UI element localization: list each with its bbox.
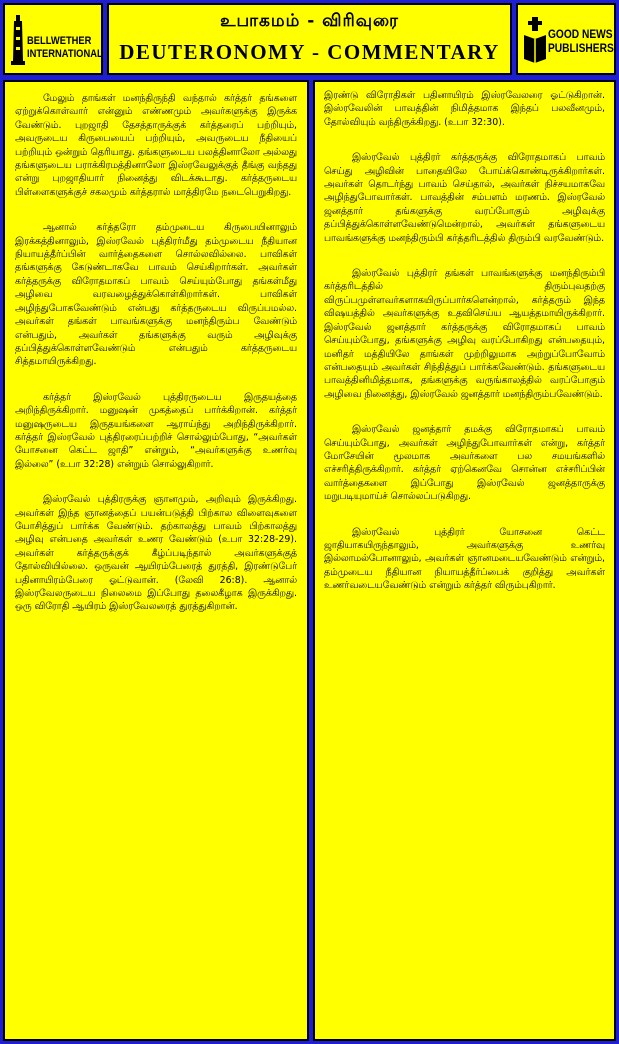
english-title: DEUTERONOMY - COMMENTARY — [119, 40, 500, 64]
right-column-text — [315, 82, 614, 593]
left-column — [3, 80, 309, 1041]
right-column — [313, 80, 616, 1041]
good-news-logo-line1: GOOD NEWS — [548, 27, 613, 41]
bellwether-logo-text — [27, 35, 103, 61]
right-paragraph-4: இஸ்ரவேல் ஜனத்தார் தமக்கு விரோதமாகப் பாவம் செய்யும்போது, அவர்கள் அழிந்துபோவார்கள் என்று, கர்த்தர் மோசேயின் மூலமாக அவர்களை பல சமயங்களில் எச்சரித்திருக்கிறார். கர்த்தர் ஏற்கெனவே சொன்ன எச்சரிப்பின் வார்த்தைகளை இப்போது இஸ்ரவேல் ஜனத்தாருக்கு மறுபடியுமாய்ச் சொல்லப்படுகிறது. — [324, 424, 605, 503]
left-paragraph-3: கர்த்தர் இஸ்ரவேல் புத்திரருடைய இருதயத்தை அறிந்திருக்கிறார். மனுஷன் முகத்தைப் பார்க்கிறான். கர்த்தர் மனுஷருடைய இருதயங்களை ஆராய்ந்து அறிந்திருக்கிறார். கர்த்தர் இஸ்ரவேல் புத்திரரைப்பற்றிச் சொல்லும்போது, “அவர்கள் யோசனை கெட்ட ஜாதி” என்றும், “அவர்களுக்கு உணர்வு இல்லை” (உபா 32:28) என்றும் சொல்லுகிறார். — [15, 391, 297, 470]
left-paragraph-4: இஸ்ரவேல் புத்திரருக்கு ஞானமும், அறிவும் இருக்கிறது. அவர்கள் இந்த ஞானத்தைப் பயன்படுத்தி பிற்கால விளைவுகளை யோசித்துப் பார்க்க வேண்டும். தற்காலத்து பாவம் பிற்காலத்து அழிவு என்பதை அவர்கள் உணர வேண்டும் (உபா 32:28-29). அவர்கள் கர்த்தருக்குக் கீழ்ப்படிந்தால் அவர்களுக்குத் தோல்வியில்லை. ஒருவன் ஆயிரம்பேரைத் துரத்தி, இரண்டுபேர் பதினாயிரம்பேரை ஓட்டுவான். (லேவி 26:8). ஆனால் இஸ்ரவேலருடைய நிலைமை இப்போது தலைகீழாக இருக்கிறது. ஒரு விரோதி ஆயிரம் இஸ்ரவேலரைத் துரத்துகிறான். — [15, 494, 297, 613]
bellwether-logo — [3, 3, 103, 75]
tower-icon — [11, 15, 25, 67]
left-paragraph-1: மேலும் தாங்கள் மனந்திருந்தி வந்தால் கர்த்தர் தங்களை ஏற்றுக்கொள்வார் என்னும் எண்ணமும் அவர்களுக்கு இருக்க வேண்டும். புறஜாதி தேசத்தாருக்குக் கர்த்தரைப் பற்றியும், அவருடைய கிருபையைப் பற்றியும், அவருடைய நீதியைப் பற்றியும் ஒன்றும் தெரியாது. தங்களுடைய பலத்தினாலோ அல்லது தங்களுடைய பராக்கிரமத்தினாலோ இஸ்ரவேலுக்குத் தீங்கு வந்தது என்று புறஜாதியார் நினைத்து விடக்கூடாது. கர்த்தருடைய பிள்ளைகளுக்குச் சகலமும் கர்த்தரால் மாத்திரமே நடைபெறுகிறது. — [15, 93, 297, 198]
book-icon — [524, 15, 546, 67]
bellwether-logo-line1: BELLWETHER — [27, 35, 92, 47]
bellwether-logo-line2: INTERNATIONAL — [27, 48, 103, 60]
right-paragraph-3: இஸ்ரவேல் புத்திரர் தங்கள் பாவங்களுக்கு மனந்திரும்பி கர்த்தரிடத்தில் திரும்புவதற்கு விருப்பமுள்ளவர்களாகயிருப்பார்களென்றால், கர்த்தரும் இந்த விஷயத்தில் அவர்களுக்கு உதவிசெய்ய ஆயத்தமாயிருக்கிறார். இஸ்ரவேல் ஜனத்தார் கர்த்தருக்கு விரோதமாகப் பாவம் செய்யும்போது, தங்களுக்கு அழிவு வரப்போகிறது என்பதையும், மனிதர் மத்தியிலே தாங்கள் முற்றிலுமாக அற்றுப்போவோம் என்பதையும் அவர்கள் சிந்தித்துப் பார்க்கவேண்டும். தங்களுடைய பாவத்தினிமித்தமாக, தங்களுக்கு வருங்காலத்தில் வரப்போகும் அழிவை நினைத்து, இஸ்ரவேல் ஜனத்தார் மனந்திரும்பவேண்டும். — [324, 268, 605, 400]
good-news-logo-text — [548, 27, 614, 55]
title-banner — [107, 3, 512, 75]
left-paragraph-2: ஆனால் கர்த்தரோ தம்முடைய கிருபையினாலும் இரக்கத்தினாலும், இஸ்ரவேல் புத்திரர்மீது தம்முடைய நீதியான நியாயத்தீர்ப்பின் வார்த்தைகளை சொல்லவில்லை. பாவிகள் தங்களுக்கு கேடுண்டாகவே பாவம் செய்கிறார்கள். அவர்கள் கர்த்தருக்கு விரோதமாகப் பாவம் செய்யும்போது தங்கள்மீது அழிவை வரவழைத்துக்கொள்கிறார்கள். பாவிகள் அழிந்துபோகவேண்டும் என்பது கர்த்தருடைய விருப்பமல்ல. அவர்கள் தங்கள் பாவங்களுக்கு மனந்திரும்ப வேண்டும் என்பதும், அவர்கள் தங்களுக்கு வரும் அழிவுக்கு தப்பித்துக்கொள்ளவேண்டும் என்பதும் கர்த்தருடைய சித்தமாயிருக்கிறது. — [15, 222, 297, 368]
good-news-logo — [516, 3, 616, 75]
tamil-title: உபாகமம் - விரிவுரை — [220, 11, 399, 31]
right-paragraph-5: இஸ்ரவேல் புத்திரர் யோசனை கெட்ட ஜாதியாகயிருந்தாலும், அவர்களுக்கு உணர்வு இல்லாமல்போனாலும், அவர்கள் ஞானமடையவேண்டும் என்றும், தம்முடைய நீதியான நியாயத்தீர்ப்பைக் குறித்து அவர்கள் உணர்வடையவேண்டும் என்றும் கர்த்தர் விரும்புகிறார். — [324, 526, 605, 592]
right-paragraph-1: இரண்டு விரோதிகள் பதினாயிரம் இஸ்ரவேலரை ஓட்டுகிறான். இஸ்ரவேலின் பாவத்தின் நிமித்தமாக இந்தப் பலவீனமும், தோல்வியும் வந்திருக்கிறது. (உபா 32:30). — [324, 90, 605, 128]
left-column-text — [5, 82, 307, 614]
good-news-logo-line2: PUBLISHERS — [548, 41, 614, 55]
right-paragraph-2: இஸ்ரவேல் புத்திரர் கர்த்தருக்கு விரோதமாகப் பாவம் செய்து அழிவின் பாதையிலே போய்க்கொண்டிருக்கிறார்கள். அவர்கள் தொடர்ந்து பாவம் செய்தால், அவர்கள் நிச்சயமாகவே அழிந்துபோவார்கள். பாவத்தின் சம்பளம் மரணம். இஸ்ரவேல் ஜனத்தார் தங்களுக்கு வரப்போகும் அழிவுக்கு தப்பித்துக்கொள்ளவேண்டுமென்றால், அவர்கள் தங்களுடைய பாவங்களுக்கு மனந்திரும்பி கர்த்தரிடத்தில் திரும்பி வரவேண்டும். — [324, 152, 605, 244]
